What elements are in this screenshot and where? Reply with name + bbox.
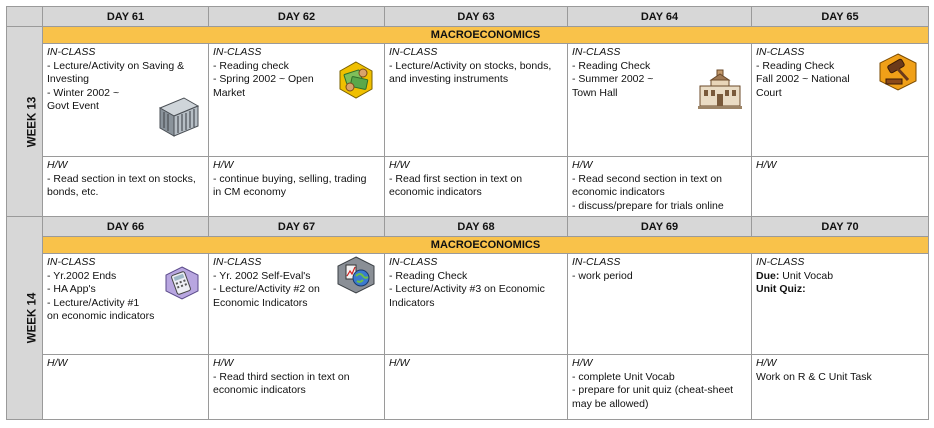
homework-label: H/W [389,357,410,369]
activity-line: - Lecture/Activity #2 on [213,283,320,295]
activity-line: - Spring 2002 ~ Open [213,73,314,85]
activity-line: on economic indicators [47,310,155,322]
homework-line: - Read section in text on stocks, [47,172,196,185]
homework-cell [568,355,752,420]
day-header: DAY 63 [385,7,568,27]
day-header: DAY 64 [568,7,752,27]
inclass-cell [209,254,385,355]
homework-cell [385,157,568,217]
activity-line: Investing [47,73,90,85]
homework-line: may be allowed) [572,397,649,410]
inclass-label: IN-CLASS [572,46,621,58]
homework-label: H/W [756,357,777,369]
homework-line: - complete Unit Vocab [572,370,675,383]
homework-cell [752,355,929,420]
inclass-label: IN-CLASS [756,46,805,58]
inclass-label: IN-CLASS [47,256,96,268]
homework-label: H/W [756,159,777,171]
week-label: WEEK 13 [26,96,39,147]
day-header: DAY 65 [752,7,929,27]
homework-line: in CM economy [213,186,286,198]
homework-line: bonds, etc. [47,186,99,198]
inclass-label: IN-CLASS [47,46,96,58]
activity-line: - Yr. 2002 Self-Eval's [213,269,311,282]
town-hall-icon [697,68,743,110]
activity-line: - Reading check [213,59,289,72]
globe-chart-icon [336,256,376,294]
money-exchange-icon [336,60,376,100]
homework-line: economic indicators [213,384,306,396]
homework-line: - discuss/prepare for trials online [572,199,724,212]
activity-line: Town Hall [572,86,618,99]
homework-line: - Read first section in text on [389,172,523,185]
homework-label: H/W [389,159,410,171]
inclass-cell [568,44,752,157]
activity-line: - Yr.2002 Ends [47,269,117,282]
day-header: DAY 68 [385,217,568,237]
activity-line: Economic Indicators [213,296,308,309]
inclass-label: IN-CLASS [213,256,262,268]
homework-cell [752,157,929,217]
inclass-cell [752,44,929,157]
corner-cell [7,7,43,27]
activity-line: Indicators [389,296,435,309]
homework-cell [568,157,752,217]
homework-label: H/W [47,159,68,171]
homework-label: H/W [213,159,234,171]
inclass-cell [209,44,385,157]
unit-quiz-label: Unit Quiz: [756,283,806,295]
day-header: DAY 70 [752,217,929,237]
activity-line: Govt Event [47,100,99,112]
activity-line: - Lecture/Activity #3 on Economic [389,283,545,295]
inclass-cell [385,254,568,355]
homework-line: - prepare for unit quiz (cheat-sheet [572,384,734,396]
activity-line: - Reading Check [756,59,835,72]
due-line [756,270,924,284]
unit-banner: MACROECONOMICS [43,27,929,44]
homework-cell [209,157,385,217]
activity-line: and investing instruments [389,73,509,85]
day-header: DAY 67 [209,217,385,237]
week-label-cell [7,217,43,420]
schedule-table [6,6,929,420]
activity-line: Fall 2002 ~ National [756,73,850,85]
inclass-cell [43,44,209,157]
homework-cell [385,355,568,420]
day-header: DAY 69 [568,217,752,237]
calculator-icon [164,266,200,300]
homework-line: - Read third section in text on [213,370,350,383]
homework-line: economic indicators [572,186,665,198]
day-header: DAY 66 [43,217,209,237]
activity-line: - Reading Check [389,269,468,282]
activity-line: - work period [572,269,633,282]
homework-label: H/W [572,159,593,171]
day-header: DAY 61 [43,7,209,27]
homework-line: Work on R & C Unit Task [756,370,872,383]
homework-cell [43,157,209,217]
inclass-cell [752,254,929,355]
activity-line: - Summer 2002 ~ [572,73,654,85]
activity-line: - HA App's [47,283,96,295]
activity-line: - Winter 2002 ~ [47,86,120,99]
homework-label: H/W [572,357,593,369]
week-label-cell [7,27,43,217]
activity-line: Court [756,86,782,99]
government-building-icon [156,94,202,140]
homework-line: - Read second section in text on [572,172,723,185]
activity-line: Market [213,86,246,99]
inclass-label: IN-CLASS [389,46,438,58]
unit-banner: MACROECONOMICS [43,237,929,254]
week-label: WEEK 14 [26,292,39,344]
homework-line: - continue buying, selling, trading [213,172,367,185]
homework-label: H/W [213,357,234,369]
activity-line: - Reading Check [572,59,651,72]
inclass-label: IN-CLASS [572,256,621,268]
activity-line: - Lecture/Activity on Saving & [47,59,185,72]
gavel-icon [876,52,920,92]
homework-label: H/W [47,357,68,369]
inclass-cell [568,254,752,355]
homework-cell [43,355,209,420]
homework-cell [209,355,385,420]
day-header: DAY 62 [209,7,385,27]
due-label: Due: [756,269,780,282]
inclass-label: IN-CLASS [389,256,438,268]
activity-line: - Lecture/Activity on stocks, bonds, [389,59,552,72]
due-value: Unit Vocab [782,269,834,282]
inclass-label: IN-CLASS [756,256,805,268]
inclass-cell [385,44,568,157]
homework-line: economic indicators [389,186,482,198]
inclass-label: IN-CLASS [213,46,262,58]
activity-line: - Lecture/Activity #1 [47,296,140,309]
inclass-cell [43,254,209,355]
